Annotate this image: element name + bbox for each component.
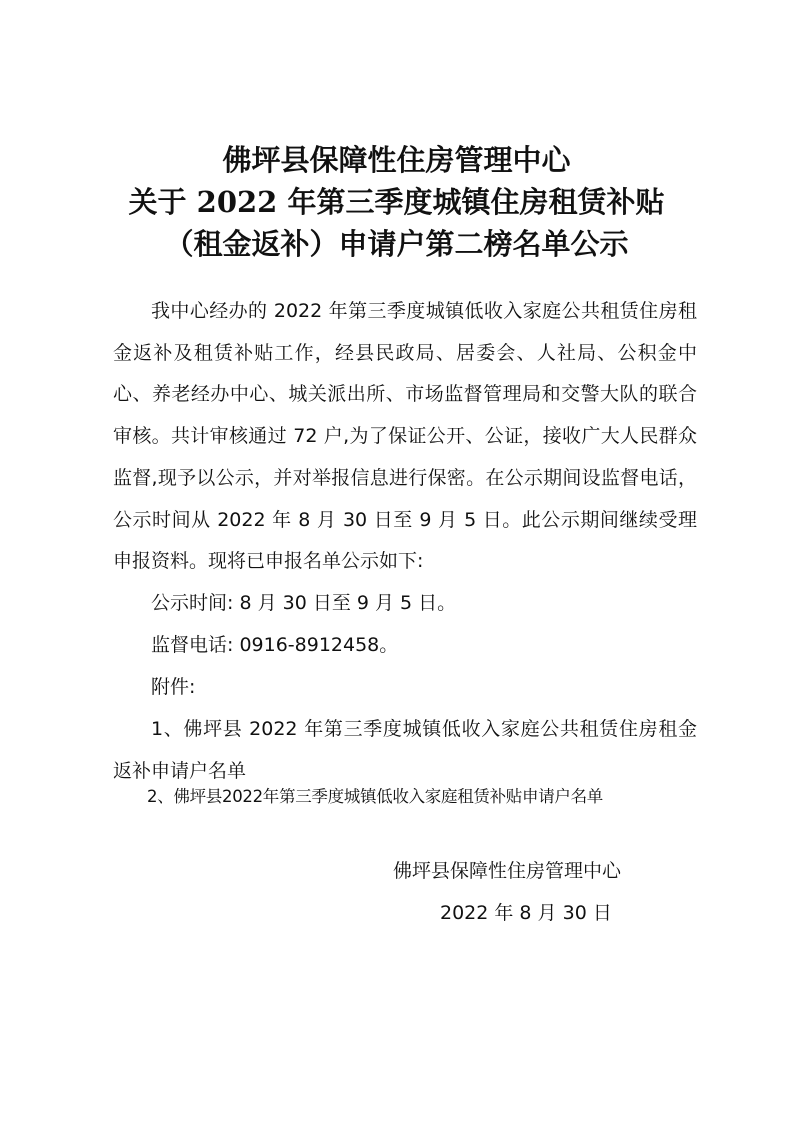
signature-organization: 佛坪县保障性住房管理中心 [393,860,622,882]
attachment-item-1: 1、佛坪县 2022 年第三季度城镇低收入家庭公共租赁住房租金返补申请户名单 [113,718,697,782]
supervision-phone: 监督电话: 0916-8912458。 [151,634,399,656]
title-line-2: 关于 2022 年第三季度城镇住房租赁补贴 [128,185,665,219]
attachment-item-2: 2、佛坪县2022年第三季度城镇低收入家庭租赁补贴申请户名单 [147,787,603,806]
main-paragraph: 我中心经办的 2022 年第三季度城镇低收入家庭公共租赁住房租金返补及租赁补贴工作，经县民政局、居委会、人社局、公积金中心、养老经办中心、城关派出所、市场监督管理局和交警大队的联合审核。共计审核通过 72 户,为了保证公开、公证，接收广大人民群众监督,现予以公示，并对举报信息进行保密。在公示期间设监督电话，公示时间从 2022 年 8 月 30 日至 9 月 5 日。此公示期间继续受理申报资料。现将已申报名单公示如下: [113,300,697,573]
notice-time: 公示时间: 8 月 30 日至 9 月 5 日。 [151,592,457,614]
title-line-3: （租金返补）申请户第二榜名单公示 [164,227,629,261]
attachments-label: 附件: [151,676,196,698]
signature-date: 2022 年 8 月 30 日 [440,902,612,924]
title-line-1: 佛坪县保障性住房管理中心 [222,143,571,177]
